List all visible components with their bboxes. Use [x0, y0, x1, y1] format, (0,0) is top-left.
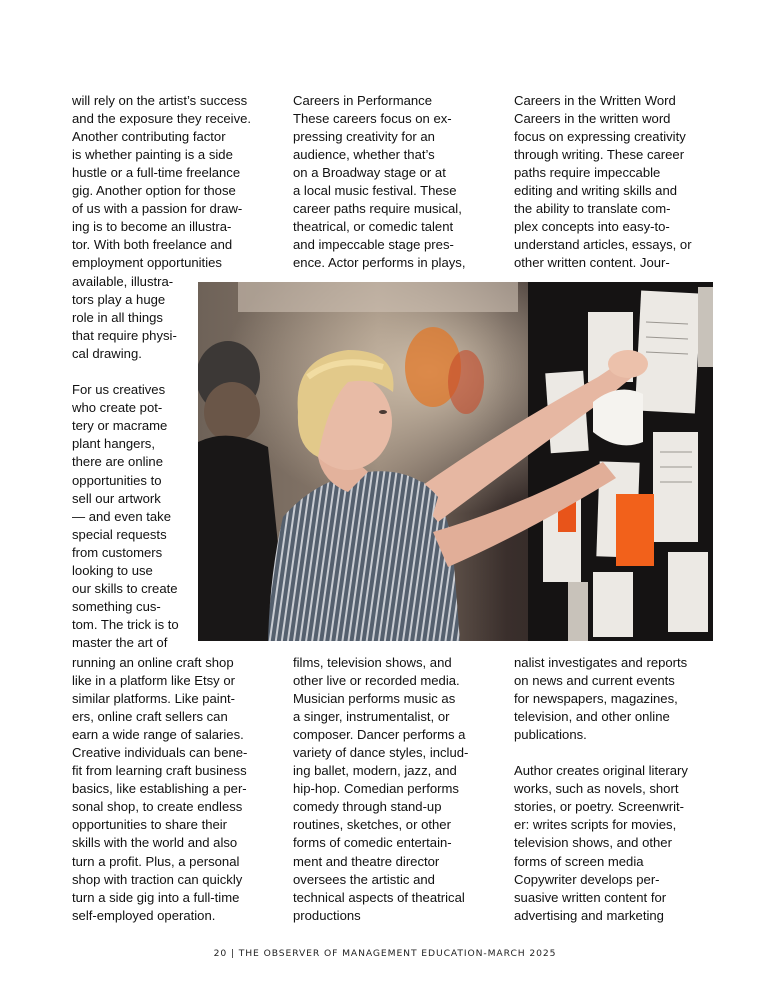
- col3-bottom-line: er: writes scripts for movies,: [514, 817, 677, 833]
- col3-bottom-line: television shows, and other: [514, 835, 672, 851]
- col1-bottom-line: similar platforms. Like paint-: [72, 691, 235, 707]
- col3-top-text: [514, 92, 692, 272]
- col3-top-line: the ability to translate com-: [514, 201, 671, 217]
- col1-bottom-line: earn a wide range of salaries.: [72, 727, 244, 743]
- col2-top-line: ence. Actor performs in plays,: [293, 255, 466, 271]
- col2-bottom-line: oversees the artistic and: [293, 871, 435, 887]
- col2-bottom-line: ing ballet, modern, jazz, and: [293, 763, 457, 779]
- col3-top-line: focus on expressing creativity: [514, 129, 686, 145]
- col1-top-line: ing is to become an illustra-: [72, 219, 232, 235]
- col3-bottom-text: [514, 654, 688, 925]
- col1-wrap-line: For us creatives: [72, 382, 166, 398]
- col2-bottom-line: other live or recorded media.: [293, 673, 460, 689]
- col1-wrap-line: tery or macrame: [72, 418, 168, 434]
- col3-top-line: plex concepts into easy-to-: [514, 219, 670, 235]
- col2-top-text: [293, 92, 465, 272]
- photo-illustration: [198, 282, 713, 641]
- col1-wrap-line: cal drawing.: [72, 346, 142, 362]
- col1-top-line: will rely on the artist’s success: [72, 93, 248, 108]
- col1-bottom-line: opportunities to share their: [72, 817, 228, 833]
- col1-bottom-line: turn a profit. Plus, a personal: [72, 853, 240, 869]
- col1-bottom-line: shop with traction can quickly: [72, 871, 243, 887]
- col1-bottom-text: [72, 654, 247, 925]
- article-photo: [198, 282, 713, 641]
- col1-wrap-line: who create pot-: [72, 400, 163, 416]
- col3-bottom-line: on news and current events: [514, 673, 675, 689]
- col1-bottom-line: turn a side gig into a full-time: [72, 889, 240, 905]
- col3-bottom-line: Copywriter develops per-: [514, 871, 660, 887]
- col1-top-line: hustle or a full-time freelance: [72, 165, 241, 181]
- col3-bottom-line: for newspapers, magazines,: [514, 691, 678, 707]
- col1-bottom-line: ers, online craft sellers can: [72, 709, 228, 725]
- col1-wrap-line: plant hangers,: [72, 436, 155, 452]
- col2-top-line: Careers in Performance: [293, 93, 432, 108]
- col3-bottom-line: television, and other online: [514, 709, 670, 725]
- col1-bottom-line: fit from learning craft business: [72, 763, 247, 779]
- col1-bottom-line: running an online craft shop: [72, 655, 234, 670]
- col3-top-line: paths require impeccable: [514, 165, 661, 181]
- col1-wrap-line: role in all things: [72, 310, 163, 326]
- col1-wrap-line: looking to use: [72, 562, 153, 578]
- col2-bottom-line: forms of comedic entertain-: [293, 835, 452, 851]
- col2-top-line: pressing creativity for an: [293, 129, 435, 145]
- col2-bottom-line: films, television shows, and: [293, 655, 452, 670]
- col1-wrap-line: special requests: [72, 526, 167, 542]
- col3-bottom-line: stories, or poetry. Screenwrit-: [514, 799, 685, 815]
- col1-top-line: tor. With both freelance and: [72, 237, 233, 253]
- col1-bottom-line: like in a platform like Etsy or: [72, 673, 236, 689]
- col3-top-line: understand articles, essays, or: [514, 237, 692, 253]
- col1-top-line: and the exposure they receive.: [72, 111, 252, 127]
- col2-bottom-line: technical aspects of theatrical: [293, 889, 465, 905]
- col1-top-line: of us with a passion for draw-: [72, 201, 243, 217]
- col3-top-line: Careers in the Written Word: [514, 93, 676, 108]
- col2-bottom-line: variety of dance styles, includ-: [293, 745, 469, 761]
- col3-bottom-line: [514, 744, 688, 762]
- col1-wrap-line: tors play a huge: [72, 292, 166, 308]
- col3-top-line: other written content. Jour-: [514, 255, 670, 271]
- col3-bottom-line: suasive written content for: [514, 889, 667, 905]
- col1-wrap-line: there are online: [72, 454, 163, 470]
- col1-bottom-line: self-employed operation.: [72, 907, 216, 923]
- col1-bottom-line: basics, like establishing a per-: [72, 781, 247, 797]
- col2-bottom-line: comedy through stand-up: [293, 799, 442, 815]
- col1-wrap-line: sell our artwork: [72, 490, 161, 506]
- col1-bottom-line: skills with the world and also: [72, 835, 238, 851]
- col3-top-line: through writing. These career: [514, 147, 685, 163]
- col1-wrap-line: — and even take: [72, 508, 171, 524]
- col2-top-line: theatrical, or comedic talent: [293, 219, 454, 235]
- col1-wrap-line: master the art of: [72, 634, 168, 650]
- col1-wrap-line: tom. The trick is to: [72, 616, 179, 632]
- col2-bottom-line: ment and theatre director: [293, 853, 440, 869]
- col2-bottom-line: Musician performs music as: [293, 691, 456, 707]
- col1-wrap-line: that require physi-: [72, 328, 177, 344]
- col2-bottom-line: hip-hop. Comedian performs: [293, 781, 459, 797]
- col3-top-line: Careers in the written word: [514, 111, 671, 127]
- col1-bottom-line: sonal shop, to create endless: [72, 799, 243, 815]
- col3-bottom-line: forms of screen media: [514, 853, 644, 869]
- col1-wrap-line: something cus-: [72, 598, 161, 614]
- col2-top-line: These careers focus on ex-: [293, 111, 452, 127]
- col1-wrap-text: [72, 273, 179, 652]
- col2-bottom-line: composer. Dancer performs a: [293, 727, 466, 743]
- col3-bottom-line: nalist investigates and reports: [514, 655, 688, 670]
- page-footer: 20 | THE OBSERVER OF MANAGEMENT EDUCATION-MARCH 2025: [213, 948, 557, 959]
- col1-wrap-line: [72, 363, 179, 381]
- col1-top-line: is whether painting is a side: [72, 147, 233, 163]
- col2-bottom-line: a singer, instrumentalist, or: [293, 709, 450, 725]
- col3-bottom-line: advertising and marketing: [514, 907, 664, 923]
- col2-top-line: and impeccable stage pres-: [293, 237, 454, 253]
- col1-top-line: Another contributing factor: [72, 129, 226, 145]
- col3-bottom-line: Author creates original literary: [514, 763, 688, 779]
- col3-bottom-line: works, such as novels, short: [514, 781, 679, 797]
- col2-top-line: a local music festival. These: [293, 183, 457, 199]
- col1-wrap-line: our skills to create: [72, 580, 178, 596]
- col1-bottom-line: Creative individuals can bene-: [72, 745, 248, 761]
- col1-top-line: employment opportunities: [72, 255, 222, 271]
- col2-top-line: career paths require musical,: [293, 201, 462, 217]
- col1-wrap-line: from customers: [72, 544, 163, 560]
- col3-bottom-line: publications.: [514, 727, 587, 743]
- col1-wrap-line: opportunities to: [72, 472, 162, 488]
- col2-bottom-line: routines, sketches, or other: [293, 817, 451, 833]
- col3-top-line: editing and writing skills and: [514, 183, 678, 199]
- col2-bottom-text: [293, 654, 468, 925]
- col2-top-line: on a Broadway stage or at: [293, 165, 446, 181]
- col1-top-line: gig. Another option for those: [72, 183, 236, 199]
- col1-wrap-line: available, illustra-: [72, 274, 174, 289]
- col1-top-text: [72, 92, 251, 272]
- col2-bottom-line: productions: [293, 907, 361, 923]
- col2-top-line: audience, whether that’s: [293, 147, 435, 163]
